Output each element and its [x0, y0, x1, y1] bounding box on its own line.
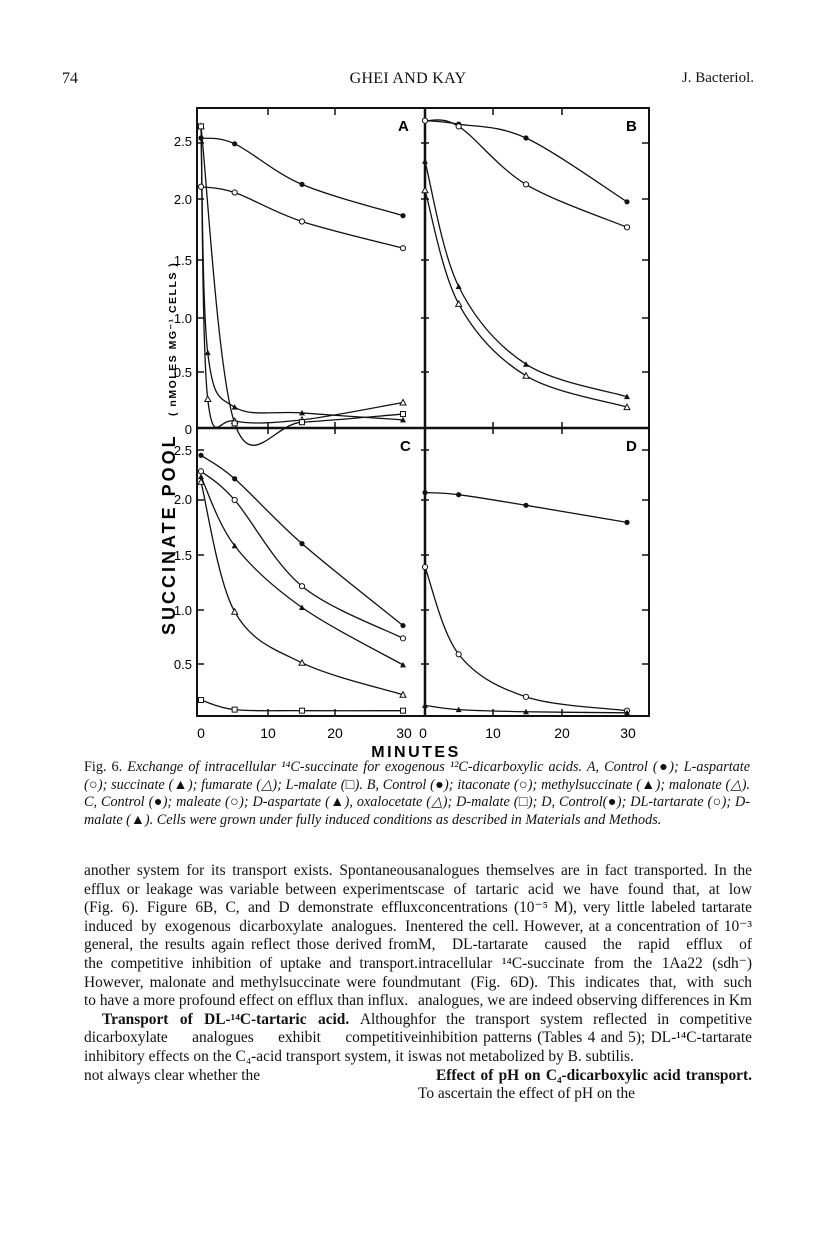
x-tick-label: 20	[554, 725, 570, 741]
y-tick-label: 1.5	[173, 253, 192, 268]
series-line-c	[201, 471, 403, 638]
x-tick-label: 10	[485, 725, 501, 741]
body-paragraph: another system for its transport exists. Spontaneous efflux or leakage was variable between experiments (Fig. 6). Figure 6B, C, and D demonstrate efflux induced by exogenous dicarboxylate analogues. In general, the results again reflect those derived from the competitive inhibition of uptake and transport. However, malonate and methylsuccinate were found to have a more profound effect on efflux than influx.	[84, 862, 418, 1010]
y-tick-label: 1.0	[173, 603, 192, 618]
body-paragraph: analogues themselves are in fact transported. In the case of tartaric acid we have found that, at low concentrations (10⁻⁵ M), very little labeled tartarate entered the cell. However, at a concentration of 10⁻³ M, DL-tartarate caused the rapid efflux of intracellular ¹⁴C-succinate from the 1Aa22 (sdh⁻) mutant (Fig. 6D). This indicates that, with such analogues, we are indeed observing differences in Km for the transport system reflected in competitive inhibition patterns (Tables 4 and 5); DL-¹⁴C-tartarate was not metabolized by B. subtilis.	[418, 862, 752, 1065]
y-tick-label: 2.0	[173, 492, 192, 507]
marker-open-circle	[422, 118, 427, 123]
paragraph-text: To ascertain the effect of pH on the	[418, 1085, 636, 1103]
marker-filled-circle	[400, 623, 405, 628]
marker-open-circle	[299, 584, 304, 589]
journal-name: J. Bacteriol.	[681, 70, 754, 86]
x-tick-labels-left	[197, 725, 412, 741]
marker-open-triangle	[205, 396, 211, 402]
marker-open-circle	[232, 190, 237, 195]
x-tick-labels-right	[419, 725, 636, 741]
marker-open-square	[199, 124, 204, 129]
marker-open-circle	[456, 652, 461, 657]
marker-open-circle	[456, 124, 461, 129]
marker-filled-triangle	[456, 283, 462, 289]
y-tick-label: 2.5	[173, 134, 192, 149]
body-paragraph	[84, 1011, 418, 1085]
marker-filled-circle	[198, 135, 203, 140]
marker-open-circle	[422, 564, 427, 569]
series-line-a	[201, 126, 403, 445]
series-line-a	[201, 138, 403, 216]
section-heading: Transport of DL-¹⁴C-tartaric acid.	[102, 1010, 350, 1028]
marker-filled-circle	[198, 453, 203, 458]
figure-caption	[84, 759, 750, 829]
body-column-right	[418, 862, 752, 1104]
y-tick-label: 2.5	[173, 443, 192, 458]
marker-open-circle	[232, 497, 237, 502]
marker-open-square	[300, 420, 305, 425]
section-heading: Effect of pH on C₄-dicarboxylic acid transport.	[436, 1066, 752, 1084]
marker-open-triangle	[456, 301, 462, 307]
x-axis-label: MINUTES	[371, 744, 461, 760]
marker-open-triangle	[232, 609, 238, 615]
panel-label-a: A	[398, 118, 409, 135]
marker-filled-circle	[232, 476, 237, 481]
marker-open-circle	[198, 469, 203, 474]
y-tick-label: 2.0	[173, 192, 192, 207]
page-header	[62, 70, 754, 92]
marker-open-triangle	[299, 660, 305, 666]
marker-open-circle	[624, 225, 629, 230]
marker-open-circle	[299, 219, 304, 224]
y-axis-label: SUCCINATE POOL	[159, 433, 179, 635]
data-curves	[201, 120, 627, 713]
marker-open-circle	[523, 182, 528, 187]
x-tick-label: 0	[197, 725, 205, 741]
series-line-a	[201, 187, 403, 248]
marker-open-square	[199, 698, 204, 703]
marker-filled-circle	[422, 490, 427, 495]
marker-filled-triangle	[400, 662, 406, 668]
marker-filled-circle	[299, 541, 304, 546]
figure-caption-label: Fig. 6.	[84, 759, 123, 775]
marker-open-square	[232, 707, 237, 712]
marker-filled-circle	[624, 199, 629, 204]
panel-label-c: C	[400, 438, 411, 455]
marker-open-triangle	[422, 187, 428, 193]
y-tick-label: 1.5	[173, 548, 192, 563]
body-column-left	[84, 862, 418, 1085]
marker-filled-circle	[624, 520, 629, 525]
body-paragraph	[418, 1067, 752, 1104]
marker-filled-circle	[400, 213, 405, 218]
marker-filled-triangle	[422, 158, 428, 164]
series-line-d	[425, 567, 627, 711]
marker-open-square	[232, 421, 237, 426]
figure-caption-text: Exchange of intracellular ¹⁴C-succinate for exogenous ¹²C-dicarboxylic acids. A, Control (●); L-aspartate (○); succinate (▲); fumarate (△); L-malate (□). B, Control (●); itaconate (○); methylsuccinate (▲); malonate (△). C, Control (●); maleate (○); D-aspartate (▲), oxalocetate (△); D-malate (□); D, Control(●); DL-tartarate (○); D-malate (▲). Cells were grown under fully induced conditions as described in Materials and Methods.	[84, 759, 750, 828]
y-tick-label: 0	[184, 422, 192, 437]
marker-filled-circle	[299, 182, 304, 187]
marker-filled-circle	[523, 135, 528, 140]
panel-label-b: B	[626, 118, 637, 135]
series-line-c	[201, 477, 403, 665]
marker-open-square	[401, 412, 406, 417]
axis-ticks	[197, 108, 649, 716]
y-tick-label: 0.5	[173, 657, 192, 672]
marker-open-square	[401, 708, 406, 713]
y-tick-label: 0.5	[173, 365, 192, 380]
x-tick-label: 20	[327, 725, 343, 741]
data-markers	[198, 118, 630, 715]
paragraph-text: Although dicarboxylate analogues exhibit competitive inhibitory effects on the C₄-acid transport system, it is not always clear whether the	[84, 1010, 418, 1084]
marker-open-circle	[523, 694, 528, 699]
marker-filled-circle	[523, 503, 528, 508]
x-tick-label: 30	[620, 725, 636, 741]
marker-filled-circle	[232, 141, 237, 146]
marker-filled-circle	[456, 492, 461, 497]
page-number: 74	[62, 70, 78, 87]
running-title: GHEI AND KAY	[349, 70, 467, 87]
series-line-a	[201, 126, 403, 419]
x-tick-label: 10	[260, 725, 276, 741]
series-line-b	[425, 121, 627, 202]
marker-open-circle	[198, 184, 203, 189]
panel-label-d: D	[626, 438, 637, 455]
x-tick-label: 30	[396, 725, 412, 741]
marker-open-circle	[400, 636, 405, 641]
y-axis-units: ( nMOLES MG⁻¹ CELLS )	[167, 261, 179, 416]
series-line-a	[201, 126, 403, 427]
marker-open-triangle	[523, 373, 529, 379]
marker-open-circle	[400, 246, 405, 251]
figure-6	[0, 95, 816, 760]
marker-filled-triangle	[232, 404, 238, 410]
marker-filled-triangle	[205, 350, 211, 356]
marker-open-square	[300, 708, 305, 713]
y-tick-label: 1.0	[173, 311, 192, 326]
x-tick-label: 0	[419, 725, 427, 741]
